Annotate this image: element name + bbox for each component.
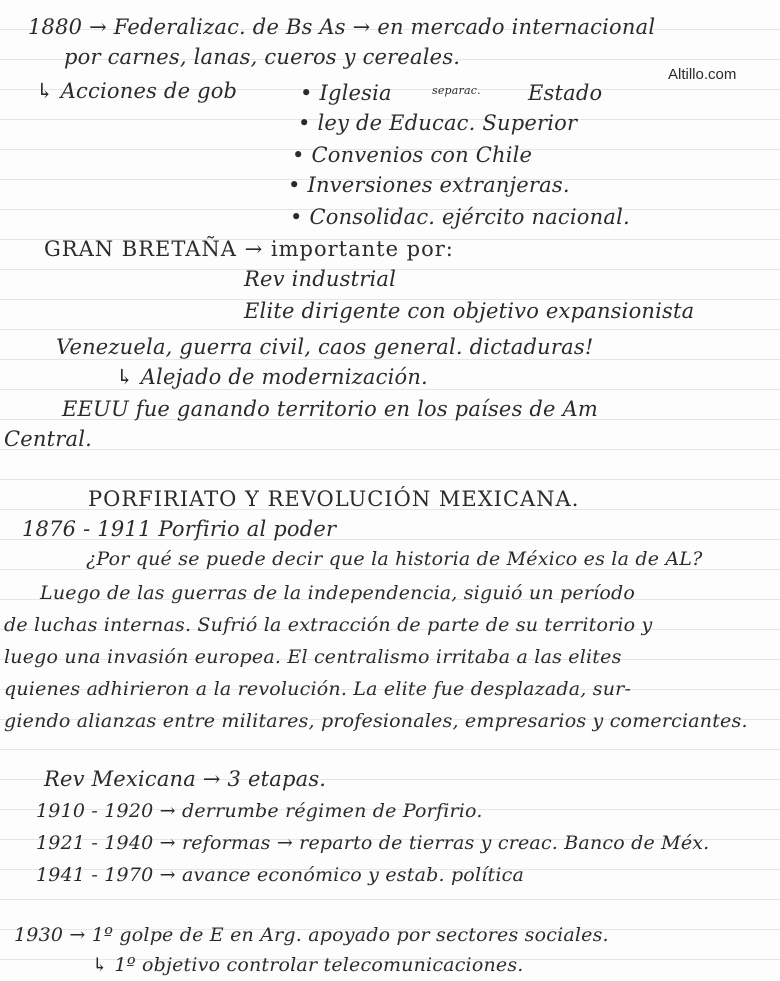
note-line: 1930 → 1º golpe de E en Arg. apoyado por sectores sociales. [14, 924, 609, 946]
note-line: Venezuela, guerra civil, caos general. dictaduras! [56, 335, 594, 359]
note-line: ↳ 1º objetivo controlar telecomunicaciones. [92, 954, 524, 976]
note-line: 1876 - 1911 Porfirio al poder [22, 517, 337, 541]
note-line: • Iglesia [300, 81, 392, 105]
note-line: ↳ Alejado de modernización. [116, 365, 428, 389]
watermark: Altillo.com [668, 66, 737, 83]
note-line: Rev Mexicana → 3 etapas. [44, 767, 327, 791]
note-line: • Convenios con Chile [292, 143, 533, 167]
note-line: 1910 - 1920 → derrumbe régimen de Porfirio. [36, 800, 483, 822]
note-line: Estado [528, 81, 603, 105]
note-line: ↳ Acciones de gob [36, 79, 238, 103]
note-line: Rev industrial [244, 267, 396, 291]
note-line: 1941 - 1970 → avance económico y estab. política [36, 864, 524, 886]
note-line: separac. [432, 84, 481, 97]
note-line: quienes adhirieron a la revolución. La elite fue desplazada, sur- [4, 678, 632, 700]
note-line: ¿Por qué se puede decir que la historia de México es la de AL? [86, 548, 703, 570]
note-line: • Inversiones extranjeras. [288, 173, 570, 197]
note-line: • Consolidac. ejército nacional. [290, 205, 630, 229]
note-line: de luchas internas. Sufrió la extracción de parte de su territorio y [4, 614, 653, 636]
note-line: Central. [4, 427, 93, 451]
note-line: Luego de las guerras de la independencia, siguió un período [40, 582, 636, 604]
note-line: GRAN BRETAÑA → importante por: [44, 237, 454, 261]
note-line: luego una invasión europea. El centralismo irritaba a las elites [4, 646, 622, 668]
note-line: 1921 - 1940 → reformas → reparto de tierras y creac. Banco de Méx. [36, 832, 710, 854]
note-line: Elite dirigente con objetivo expansionista [244, 299, 695, 323]
note-line: giendo alianzas entre militares, profesionales, empresarios y comerciantes. [4, 710, 748, 732]
note-line: por carnes, lanas, cueros y cereales. [64, 45, 461, 69]
note-line: 1880 → Federalizac. de Bs As → en mercado internacional [28, 15, 656, 39]
note-line: EEUU fue ganando territorio en los países de Am [62, 397, 599, 421]
section-title: PORFIRIATO Y REVOLUCIÓN MEXICANA. [88, 487, 580, 511]
note-line: • ley de Educac. Superior [298, 111, 578, 135]
